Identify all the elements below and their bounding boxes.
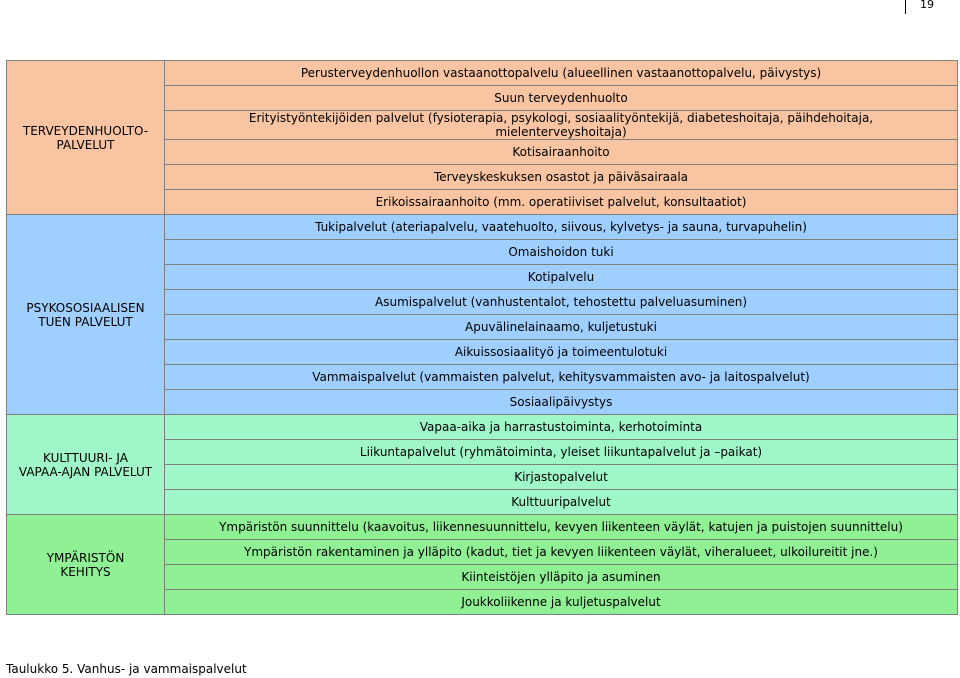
service-cell: Ympäristön suunnittelu (kaavoitus, liikennesuunnittelu, kevyen liikenteen väylät, katujen ja puistojen suunnittelu)	[165, 515, 958, 540]
category-health: TERVEYDENHUOLTO- PALVELUT	[7, 61, 165, 215]
services-table	[6, 60, 958, 615]
page-number-box	[905, 0, 936, 14]
service-cell: Kulttuuripalvelut	[165, 490, 958, 515]
service-cell: Tukipalvelut (ateriapalvelu, vaatehuolto, siivous, kylvetys- ja sauna, turvapuhelin)	[165, 215, 958, 240]
service-cell: Kotipalvelu	[165, 265, 958, 290]
table-row	[7, 415, 958, 440]
service-cell: Asumispalvelut (vanhustentalot, tehostettu palveluasuminen)	[165, 290, 958, 315]
service-cell: Ympäristön rakentaminen ja ylläpito (kadut, tiet ja kevyen liikenteen väylät, viheralueet, ulkoilureitit jne.)	[165, 540, 958, 565]
category-psychosocial: PSYKOSOSIAALISEN TUEN PALVELUT	[7, 215, 165, 415]
service-cell: Omaishoidon tuki	[165, 240, 958, 265]
category-culture: KULTTUURI- JA VAPAA-AJAN PALVELUT	[7, 415, 165, 515]
service-cell: Perusterveydenhuollon vastaanottopalvelu (alueellinen vastaanottopalvelu, päivystys)	[165, 61, 958, 86]
table-row	[7, 215, 958, 240]
service-cell: Liikuntapalvelut (ryhmätoiminta, yleiset liikuntapalvelut ja –paikat)	[165, 440, 958, 465]
service-cell: Vammaispalvelut (vammaisten palvelut, kehitysvammaisten avo- ja laitospalvelut)	[165, 365, 958, 390]
service-cell: Erityistyöntekijöiden palvelut (fysioterapia, psykologi, sosiaalityöntekijä, diabeteshoitaja, päihdehoitaja, mielenterveyshoitaja)	[165, 111, 958, 140]
service-cell: Vapaa-aika ja harrastustoiminta, kerhotoiminta	[165, 415, 958, 440]
service-cell: Kirjastopalvelut	[165, 465, 958, 490]
table-row	[7, 61, 958, 86]
table-row	[7, 515, 958, 540]
service-cell: Sosiaalipäivystys	[165, 390, 958, 415]
table-caption: Taulukko 5. Vanhus- ja vammaispalvelut	[6, 662, 247, 676]
service-cell: Aikuissosiaalityö ja toimeentulotuki	[165, 340, 958, 365]
service-cell: Kotisairaanhoito	[165, 140, 958, 165]
service-cell: Apuvälinelainaamo, kuljetustuki	[165, 315, 958, 340]
service-cell: Erikoissairaanhoito (mm. operatiiviset palvelut, konsultaatiot)	[165, 190, 958, 215]
category-environment: YMPÄRISTÖN KEHITYS	[7, 515, 165, 615]
service-cell: Joukkoliikenne ja kuljetuspalvelut	[165, 590, 958, 615]
service-cell: Terveyskeskuksen osastot ja päiväsairaala	[165, 165, 958, 190]
service-cell: Kiinteistöjen ylläpito ja asuminen	[165, 565, 958, 590]
service-cell: Suun terveydenhuolto	[165, 86, 958, 111]
page-number: 19	[920, 0, 934, 11]
